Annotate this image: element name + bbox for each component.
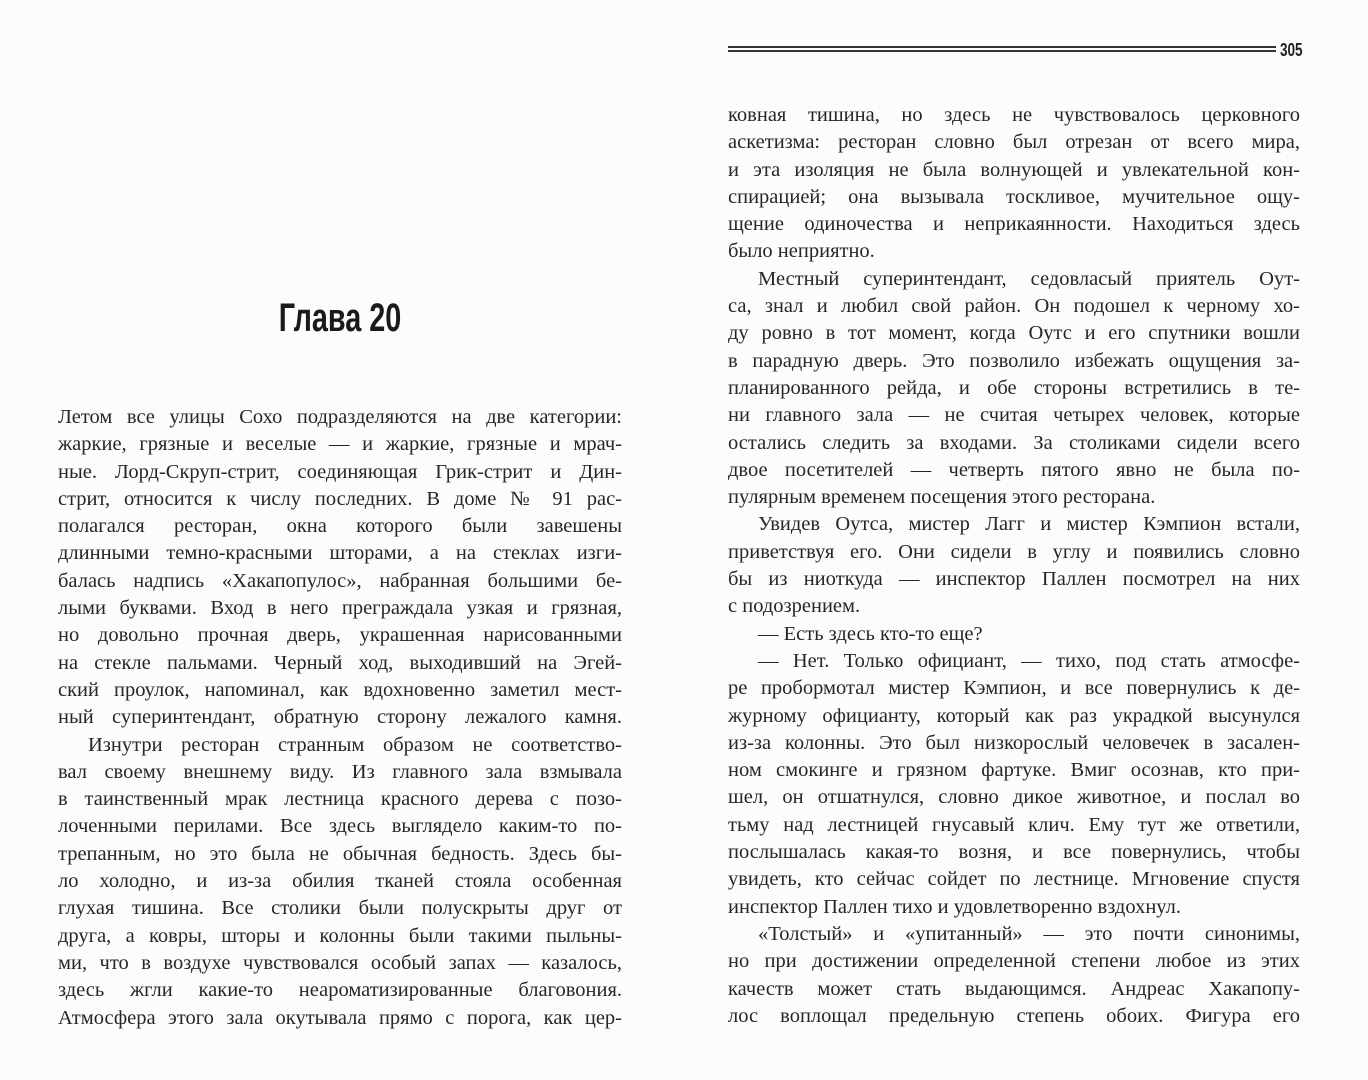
paragraph xyxy=(728,921,1300,1030)
text-line: в таинственный мрак лестница красного дерева с позо- xyxy=(58,788,622,811)
text-line: с подозрением. xyxy=(728,595,861,618)
text-line: Летом все улицы Сохо подразделяются на две категории: xyxy=(58,406,622,428)
text-line: стрит, относится к числу последних. В доме № 91 рас- xyxy=(58,487,622,510)
text-line: на стекле пальмами. Черный ход, выходивший на Эгей- xyxy=(58,651,622,674)
paragraph xyxy=(728,102,1300,266)
text-line: Изнутри ресторан странным образом не соответство- xyxy=(88,733,622,756)
text-line: глухая тишина. Все столики были полускрыты друг от xyxy=(58,897,622,920)
text-line: жаркие, грязные и веселые — и жаркие, грязные и мрач- xyxy=(58,433,622,456)
text-line: ный суперинтендант, обратную сторону лежалого камня. xyxy=(58,706,622,729)
text-line: лос воплощал предельную степень обоих. Фигура его xyxy=(728,1004,1300,1027)
text-line: но довольно прочная дверь, украшенная нарисованными xyxy=(58,624,622,647)
text-line: трепанным, но это была не обычная бедность. Здесь бы- xyxy=(58,842,622,865)
text-line: и эта изоляция не была волнующей и увлекательной кон- xyxy=(728,158,1300,181)
text-line: — Есть здесь кто-то еще? xyxy=(758,622,983,645)
chapter-title: Глава 20 xyxy=(278,296,402,340)
page-number: 305 xyxy=(1280,40,1303,60)
text-line: Увидев Оутса, мистер Лагг и мистер Кэмпион встали, xyxy=(758,513,1300,536)
paragraph xyxy=(728,511,1300,620)
text-line: приветствуя его. Они сидели в углу и появились словно xyxy=(728,540,1300,563)
text-line: ные. Лорд-Скруп-стрит, соединяющая Грик-стрит и Дин- xyxy=(58,460,622,483)
text-line: Местный суперинтендант, седовласый приятель Оут- xyxy=(758,267,1300,290)
text-line: было неприятно. xyxy=(728,240,875,263)
text-line: — Нет. Только официант, — тихо, под стать атмосфе- xyxy=(758,649,1300,672)
text-line: инспектор Паллен тихо и удовлетворенно вздохнул. xyxy=(728,895,1182,918)
text-line: ду ровно в тот момент, когда Оутс и его спутники вошли xyxy=(728,322,1300,345)
text-line: планированного рейда, и обе стороны встретились в те- xyxy=(728,376,1300,399)
text-line: ковная тишина, но здесь не чувствовалось церковного xyxy=(728,104,1300,126)
paragraph xyxy=(58,404,622,732)
text-line: длинными темно-красными шторами, а на стеклах изги- xyxy=(58,542,622,565)
text-line: лыми буквами. Вход в него преграждала узкая и грязная, xyxy=(58,597,622,620)
text-line: шел, он отшатнулся, словно дикое животное, и послал во xyxy=(728,786,1300,809)
text-line: аскетизма: ресторан словно был отрезан от всего мира, xyxy=(728,131,1300,154)
text-line: качеств может стать выдающимся. Андреас Хакапопу- xyxy=(728,977,1300,1000)
text-line: журному официанту, который как раз украдкой высунулся xyxy=(728,704,1300,727)
left-page-text xyxy=(58,404,622,1032)
text-line: тьму над лестницей гнусавый клич. Ему тут же ответили, xyxy=(728,813,1300,836)
paragraph xyxy=(728,266,1300,512)
text-line: щение одиночества и неприкаянности. Находиться здесь xyxy=(728,213,1300,236)
text-line: из-за колонны. Это был низкорослый человечек в засален- xyxy=(728,731,1300,754)
text-line: послышалась какая-то возня, и все повернулись, чтобы xyxy=(728,841,1300,864)
text-line: балась надпись «Хакапопулос», набранная большими бе- xyxy=(58,569,622,592)
header-double-rule xyxy=(728,46,1276,53)
paragraph xyxy=(728,648,1300,921)
paragraph xyxy=(58,732,622,1032)
text-line: в парадную дверь. Это позволило избежать ощущения за- xyxy=(728,349,1300,372)
text-line: пулярным временем посещения этого ресторана. xyxy=(728,486,1156,509)
text-line: друга, а ковры, шторы и колонны были такими пыльны- xyxy=(58,924,622,947)
text-line: са, знал и любил свой район. Он подошел к черному хо- xyxy=(728,295,1300,318)
text-line: вал своему внешнему виду. Из главного зала взмывала xyxy=(58,760,622,783)
text-line: ни главного зала — не считая четырех человек, которые xyxy=(728,404,1300,427)
text-line: ре пробормотал мистер Кэмпион, и все повернулись к де- xyxy=(728,677,1300,700)
text-line: ский проулок, напоминал, как вдохновенно заметил мест- xyxy=(58,678,622,701)
text-line: ном смокинге и грязном фартуке. Вмиг осознав, кто при- xyxy=(728,759,1300,782)
text-line: двое посетителей — четверть пятого явно не была по- xyxy=(728,458,1300,481)
paragraph xyxy=(728,621,1300,648)
text-line: здесь жгли какие-то неароматизированные благовония. xyxy=(58,979,622,1002)
text-line: остались следить за входами. За столиками сидели всего xyxy=(728,431,1300,454)
text-line: увидеть, кто сейчас сойдет по лестнице. Мгновение спустя xyxy=(728,868,1300,891)
text-line: бы из ниоткуда — инспектор Паллен посмотрел на них xyxy=(728,568,1300,591)
text-line: но при достижении определенной степени любое из этих xyxy=(728,950,1300,973)
text-line: лоченными перилами. Все здесь выглядело каким-то по- xyxy=(58,815,622,838)
text-line: полагался ресторан, окна которого были завешены xyxy=(58,515,622,538)
right-page-text xyxy=(728,102,1300,1030)
text-line: ми, что в воздухе чувствовался особый запах — казалось, xyxy=(58,951,622,974)
text-line: Атмосфера этого зала окутывала прямо с порога, как цер- xyxy=(58,1006,622,1029)
text-line: ло холодно, и из-за обилия тканей стояла особенная xyxy=(58,870,622,893)
text-line: спирацией; она вызывала тоскливое, мучительное ощу- xyxy=(728,185,1300,208)
text-line: «Толстый» и «упитанный» — это почти синонимы, xyxy=(758,922,1300,945)
